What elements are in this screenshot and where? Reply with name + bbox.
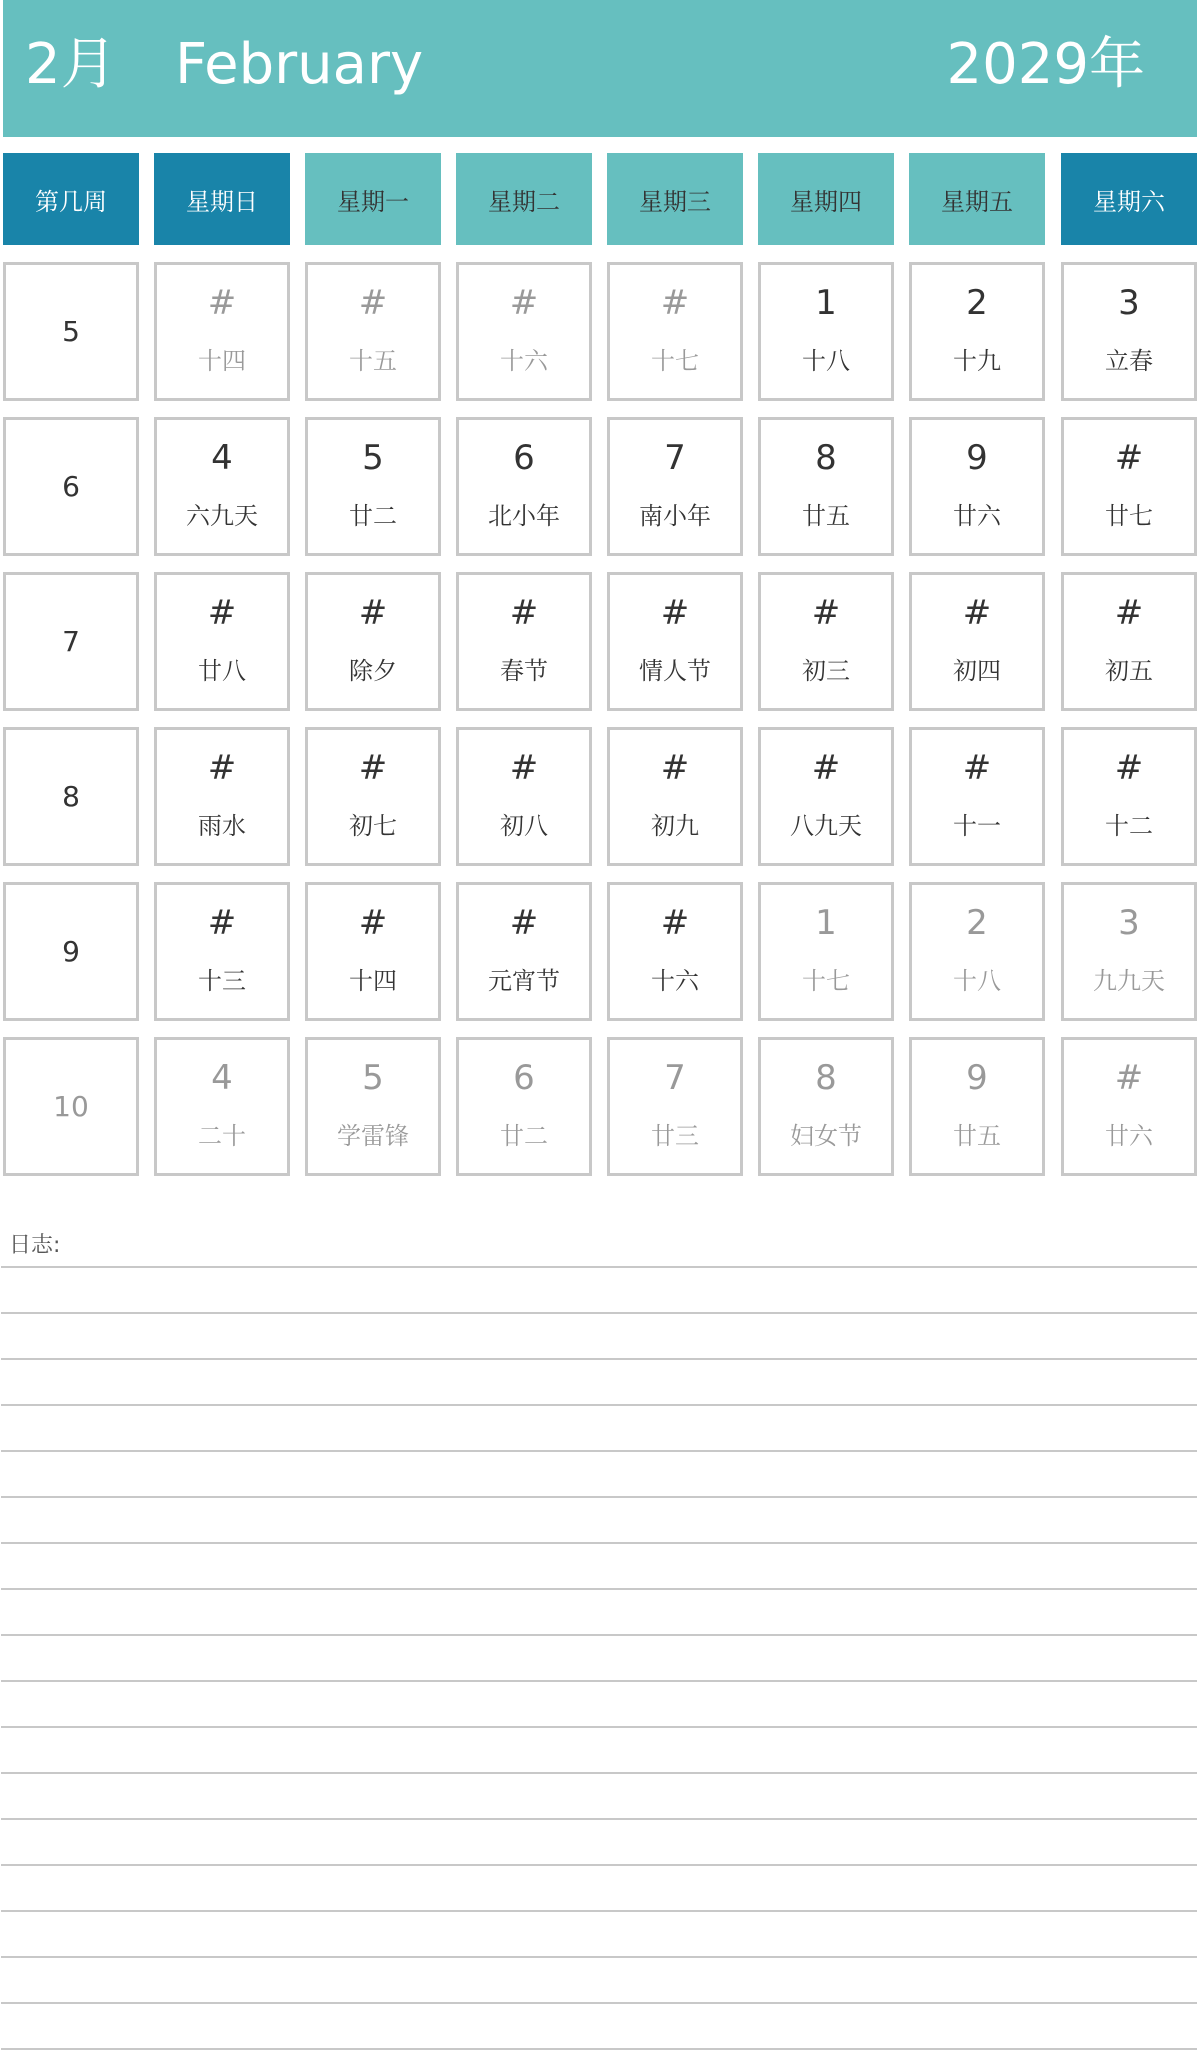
lunar-date: 廿二	[349, 502, 397, 530]
day-number: #	[207, 903, 237, 943]
lunar-date: 立春	[1105, 347, 1153, 375]
day-cell[interactable]	[758, 727, 894, 866]
day-cell[interactable]	[758, 1037, 894, 1176]
lunar-date: 十七	[802, 967, 850, 995]
note-line	[1, 1864, 1197, 1866]
day-number: #	[1114, 593, 1144, 633]
lunar-date: 廿八	[198, 657, 246, 685]
weekday-header-0: 第几周	[3, 153, 139, 245]
day-number: #	[207, 283, 237, 323]
day-cell[interactable]	[909, 727, 1045, 866]
lunar-date: 初四	[953, 657, 1001, 685]
week-number-cell: 9	[3, 882, 139, 1021]
lunar-date: 初九	[651, 812, 699, 840]
day-cell[interactable]	[758, 572, 894, 711]
day-number: 1	[815, 283, 837, 323]
day-cell[interactable]	[154, 1037, 290, 1176]
day-number: 4	[211, 438, 233, 478]
day-number: #	[509, 903, 539, 943]
day-number: #	[1114, 438, 1144, 478]
note-line	[1, 1956, 1197, 1958]
day-number: 3	[1118, 903, 1140, 943]
weekday-header-2: 星期一	[305, 153, 441, 245]
day-cell[interactable]	[758, 882, 894, 1021]
day-cell[interactable]	[758, 417, 894, 556]
day-cell[interactable]	[1061, 1037, 1197, 1176]
week-number-cell: 6	[3, 417, 139, 556]
lunar-date: 十六	[651, 967, 699, 995]
day-number: 8	[815, 438, 837, 478]
month-name: February	[175, 32, 424, 97]
day-cell[interactable]	[909, 262, 1045, 401]
lunar-date: 廿五	[802, 502, 850, 530]
day-cell[interactable]	[456, 882, 592, 1021]
lunar-date: 南小年	[639, 502, 711, 530]
lunar-date: 北小年	[488, 502, 560, 530]
day-cell[interactable]	[1061, 727, 1197, 866]
day-cell[interactable]	[305, 1037, 441, 1176]
note-line	[1, 1680, 1197, 1682]
day-number: 5	[362, 1058, 384, 1098]
lunar-date: 廿二	[500, 1122, 548, 1150]
lunar-date: 十六	[500, 347, 548, 375]
day-number: 1	[815, 903, 837, 943]
weekday-header-1: 星期日	[154, 153, 290, 245]
day-cell[interactable]	[456, 572, 592, 711]
lunar-date: 十三	[198, 967, 246, 995]
day-number: 9	[966, 438, 988, 478]
lunar-date: 十四	[349, 967, 397, 995]
month-number: 2月	[25, 32, 117, 97]
week-number-cell: 5	[3, 262, 139, 401]
day-number: 2	[966, 283, 988, 323]
day-cell[interactable]	[1061, 417, 1197, 556]
day-cell[interactable]	[909, 882, 1045, 1021]
weekday-header-4: 星期三	[607, 153, 743, 245]
day-number: #	[962, 748, 992, 788]
day-cell[interactable]	[607, 1037, 743, 1176]
lunar-date: 十四	[198, 347, 246, 375]
week-number-cell: 7	[3, 572, 139, 711]
day-number: #	[509, 748, 539, 788]
day-number: #	[358, 748, 388, 788]
day-number: #	[660, 593, 690, 633]
lunar-date: 初三	[802, 657, 850, 685]
week-number-cell: 10	[3, 1037, 139, 1176]
day-cell[interactable]	[607, 882, 743, 1021]
day-cell[interactable]	[305, 572, 441, 711]
day-cell[interactable]	[607, 727, 743, 866]
day-number: #	[358, 903, 388, 943]
day-cell[interactable]	[154, 572, 290, 711]
note-line	[1, 1496, 1197, 1498]
day-cell[interactable]	[1061, 572, 1197, 711]
note-line	[1, 1634, 1197, 1636]
lunar-date: 廿七	[1105, 502, 1153, 530]
lunar-date: 除夕	[349, 657, 397, 685]
lunar-date: 妇女节	[790, 1122, 862, 1150]
lunar-date: 廿五	[953, 1122, 1001, 1150]
day-number: #	[660, 903, 690, 943]
lunar-date: 初五	[1105, 657, 1153, 685]
day-cell[interactable]	[154, 727, 290, 866]
lunar-date: 廿六	[953, 502, 1001, 530]
day-cell[interactable]	[1061, 262, 1197, 401]
day-number: #	[811, 748, 841, 788]
lunar-date: 十五	[349, 347, 397, 375]
lunar-date: 二十	[198, 1122, 246, 1150]
lunar-date: 十八	[953, 967, 1001, 995]
note-line	[1, 2048, 1197, 2050]
note-line	[1, 1910, 1197, 1912]
day-cell[interactable]	[456, 727, 592, 866]
day-number: #	[660, 283, 690, 323]
day-number: #	[1114, 748, 1144, 788]
lunar-date: 情人节	[639, 657, 711, 685]
note-line	[1, 1404, 1197, 1406]
weekday-header-6: 星期五	[909, 153, 1045, 245]
day-number: #	[509, 593, 539, 633]
note-line	[1, 1450, 1197, 1452]
day-number: 5	[362, 438, 384, 478]
day-cell[interactable]	[154, 882, 290, 1021]
notes-label: 日志:	[9, 1233, 61, 1258]
note-line	[1, 1726, 1197, 1728]
day-number: 6	[513, 438, 535, 478]
lunar-date: 八九天	[790, 812, 862, 840]
day-number: 9	[966, 1058, 988, 1098]
day-cell[interactable]	[909, 1037, 1045, 1176]
day-cell[interactable]	[607, 417, 743, 556]
year-label: 2029年	[946, 32, 1145, 97]
lunar-date: 学雷锋	[337, 1122, 409, 1150]
lunar-date: 九九天	[1093, 967, 1165, 995]
lunar-date: 春节	[500, 657, 548, 685]
weekday-header-7: 星期六	[1061, 153, 1197, 245]
note-line	[1, 2002, 1197, 2004]
weekday-header-3: 星期二	[456, 153, 592, 245]
lunar-date: 初八	[500, 812, 548, 840]
lunar-date: 十七	[651, 347, 699, 375]
lunar-date: 十一	[953, 812, 1001, 840]
lunar-date: 雨水	[198, 812, 246, 840]
note-line	[1, 1358, 1197, 1360]
lunar-date: 廿三	[651, 1122, 699, 1150]
lunar-date: 十八	[802, 347, 850, 375]
day-number: #	[207, 593, 237, 633]
note-line	[1, 1772, 1197, 1774]
lunar-date: 六九天	[186, 502, 258, 530]
week-number-cell: 8	[3, 727, 139, 866]
day-number: #	[962, 593, 992, 633]
weekday-header-5: 星期四	[758, 153, 894, 245]
day-number: #	[509, 283, 539, 323]
day-number: #	[660, 748, 690, 788]
day-cell[interactable]	[607, 262, 743, 401]
day-cell[interactable]	[154, 262, 290, 401]
note-line	[1, 1588, 1197, 1590]
day-cell[interactable]	[305, 417, 441, 556]
day-number: #	[811, 593, 841, 633]
day-number: #	[1114, 1058, 1144, 1098]
day-number: #	[207, 748, 237, 788]
note-line	[1, 1542, 1197, 1544]
day-cell[interactable]	[758, 262, 894, 401]
note-line	[1, 1818, 1197, 1820]
day-number: 2	[966, 903, 988, 943]
day-number: #	[358, 283, 388, 323]
day-cell[interactable]	[607, 572, 743, 711]
day-number: 8	[815, 1058, 837, 1098]
day-cell[interactable]	[305, 882, 441, 1021]
day-number: 7	[664, 438, 686, 478]
lunar-date: 十二	[1105, 812, 1153, 840]
day-cell[interactable]	[305, 727, 441, 866]
day-number: 7	[664, 1058, 686, 1098]
day-cell[interactable]	[305, 262, 441, 401]
day-cell[interactable]	[456, 1037, 592, 1176]
lunar-date: 廿六	[1105, 1122, 1153, 1150]
lunar-date: 元宵节	[488, 967, 560, 995]
note-line	[1, 1312, 1197, 1314]
day-number: #	[358, 593, 388, 633]
day-cell[interactable]	[909, 572, 1045, 711]
day-cell[interactable]	[909, 417, 1045, 556]
day-cell[interactable]	[1061, 882, 1197, 1021]
day-number: 3	[1118, 283, 1140, 323]
day-number: 4	[211, 1058, 233, 1098]
lunar-date: 十九	[953, 347, 1001, 375]
calendar-header	[3, 0, 1197, 137]
day-cell[interactable]	[456, 262, 592, 401]
day-number: 6	[513, 1058, 535, 1098]
day-cell[interactable]	[154, 417, 290, 556]
lunar-date: 初七	[349, 812, 397, 840]
note-line	[1, 1266, 1197, 1268]
day-cell[interactable]	[456, 417, 592, 556]
